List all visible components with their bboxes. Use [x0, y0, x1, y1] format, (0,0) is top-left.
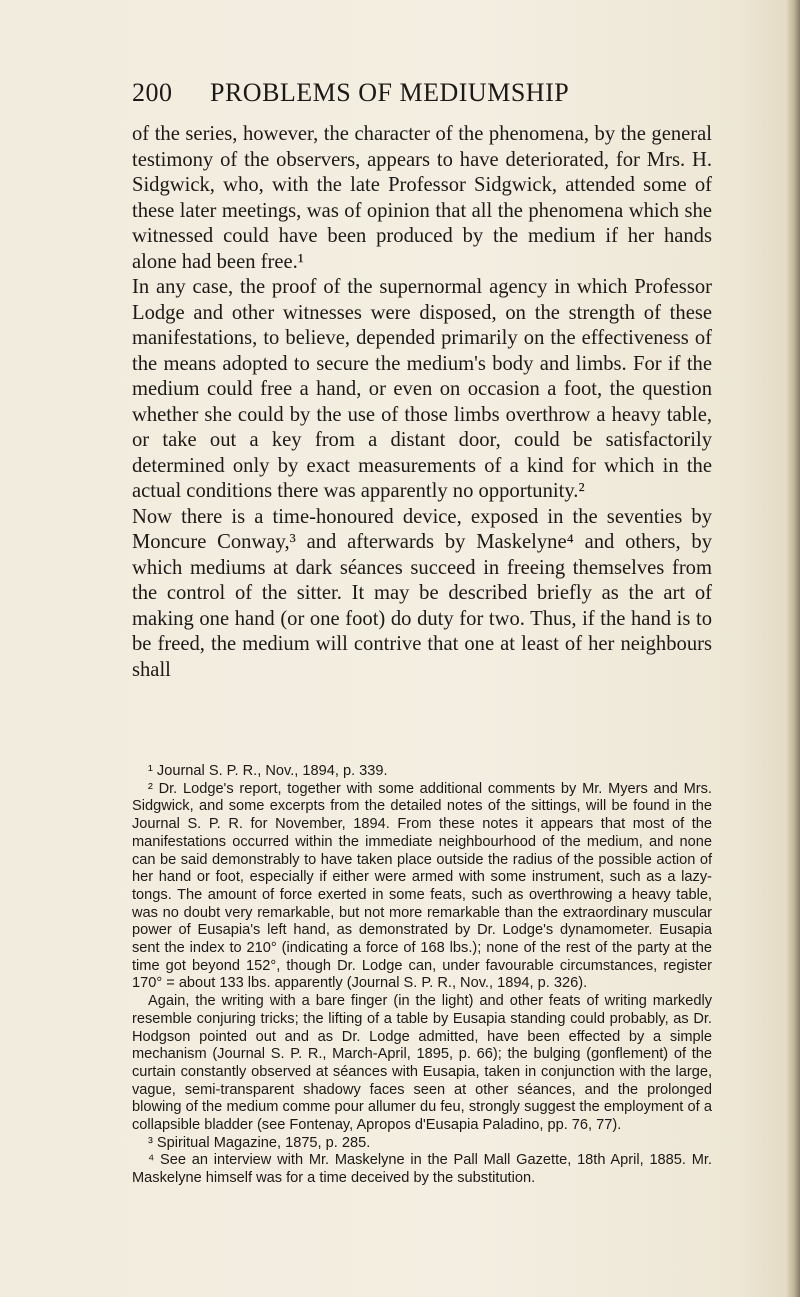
- running-title: PROBLEMS OF MEDIUMSHIP: [210, 78, 570, 107]
- paragraph: of the series, however, the character of the phenomena, by the general testimony of the observers, appears to have deteriorated, for Mrs. H. Sidgwick, who, with the late Professor Sidgwick, attended some of these later meetings, was of opinion that all the phenomena which she witnessed could have been produced by the medium if her hands alone had been free.¹: [132, 123, 712, 273]
- footnote: ¹ Journal S. P. R., Nov., 1894, p. 339.: [148, 763, 388, 779]
- page-edge-shadow: [786, 0, 800, 1297]
- paragraph: Now there is a time-honoured device, exposed in the seventies by Moncure Conway,³ and afterwards by Maskelyne⁴ and others, by which mediums at dark séances succeed in freeing themselves from the control of the sitter. It may be described briefly as the art of making one hand (or one foot) do duty for two. Thus, if the hand is to be freed, the medium will contrive that one at least of her neighbours shall: [132, 505, 712, 681]
- main-text: [132, 122, 712, 683]
- footnote: ² Dr. Lodge's report, together with some additional comments by Mr. Myers and Mrs. Sidgwick, and some excerpts from the detailed notes of the sittings, will be found in the Journal S. P. R. for November, 1894. From these notes it appears that most of the manifestations occurred within the immediate neighbourhood of the medium, and none can be said demonstrably to have taken place outside the radius of the possible action of her hand or foot, especially if either were armed with some instrument, such as a lazy-tongs. The amount of force exerted in some feats, such as overthrowing a heavy table, was no doubt very remarkable, but not more remarkable than the extraordinary muscular power of Eusapia's left hand, as demonstrated by Dr. Lodge's dynamometer. Eusapia sent the index to 210° (indicating a force of 168 lbs.); none of the rest of the party at the time got beyond 152°, though Dr. Lodge can, under favourable circumstances, register 170° = about 133 lbs. apparently (Journal S. P. R., Nov., 1894, p. 326).: [132, 780, 712, 992]
- footnote: ⁴ See an interview with Mr. Maskelyne in the Pall Mall Gazette, 18th April, 1885. Mr. Maskelyne himself was for a time deceived by the substitution.: [132, 1152, 712, 1187]
- paragraph: In any case, the proof of the supernormal agency in which Professor Lodge and other witnesses were disposed, on the strength of these manifestations, to believe, depended primarily on the effectiveness of the means adopted to secure the medium's body and limbs. For if the medium could free a hand, or even on occasion a foot, the question whether she could by the use of those limbs overthrow a heavy table, or take out a key from a distant door, could be satisfactorily determined only by exact measurements of a kind for which in the actual conditions there was apparently no opportunity.²: [132, 276, 712, 502]
- footnotes: [132, 763, 712, 1188]
- footnote: Again, the writing with a bare finger (in the light) and other feats of writing markedly resemble conjuring tricks; the lifting of a table by Eusapia standing could probably, as Dr. Hodgson pointed out and as Dr. Lodge admitted, have been effected by a simple mechanism (Journal S. P. R., March-April, 1895, p. 66); the bulging (gonflement) of the curtain constantly observed at séances with Eusapia, taken in conjunction with the large, vague, semi-transparent shadowy faces seen at other séances, and the prolonged blowing of the medium comme pour allumer du feu, strongly suggest the employment of a collapsible bladder (see Fontenay, Apropos d'Eusapia Paladino, pp. 76, 77).: [132, 993, 712, 1134]
- footnote: ³ Spiritual Magazine, 1875, p. 285.: [148, 1134, 371, 1151]
- page-number: 200: [132, 78, 173, 107]
- running-head: [132, 78, 712, 114]
